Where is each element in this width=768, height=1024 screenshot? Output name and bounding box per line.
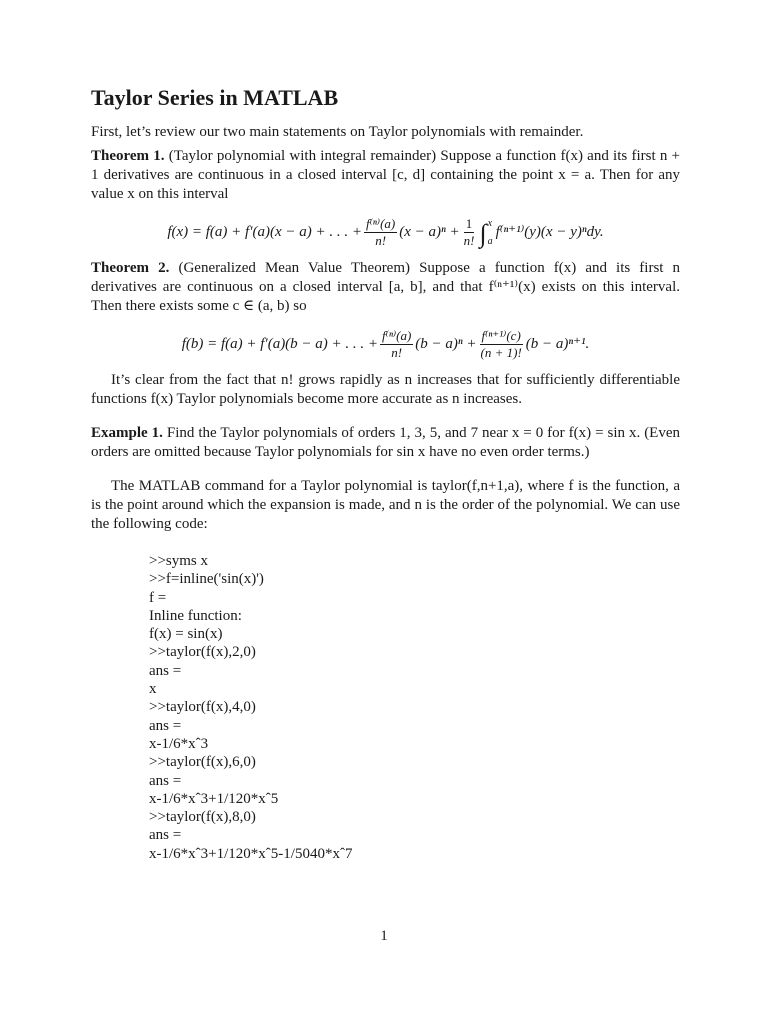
example-1-label: Example 1. [91,425,163,441]
theorem-2 [91,259,680,316]
equation-1-frac-den: n! [375,233,387,248]
remark-paragraph: It’s clear from the fact that n! grows rapidly as n increases that for sufficiently differentiable functions f(x) Taylor polynomials become more accurate as n increases. [91,372,680,407]
equation-1-lhs: f(x) = f(a) + f′(a)(x − a) + . . . + [167,224,362,240]
equation-1-integrand: f⁽ⁿ⁺¹⁾(y)(x − y)ⁿdy. [495,224,604,240]
integral-upper-limit: x [487,217,493,229]
equation-1-mid: (x − a)ⁿ + [399,224,460,240]
theorem-2-text: (Generalized Mean Value Theorem) Suppose a function f(x) and its first n derivatives are continuous on a closed interval [a, b], and that f⁽ⁿ⁺¹⁾(x) exists on this interval. Then there exists some c ∈ (a, b) so [91,260,681,314]
integral-sign-icon: ∫ [479,219,487,248]
theorem-1 [91,147,680,204]
code-line: Inline function: [149,607,242,624]
intro-paragraph: First, let’s review our two main statements on Taylor polynomials with remainder. [91,124,584,140]
equation-2 [91,328,680,361]
page-number: 1 [380,928,388,944]
code-line: ans = [149,662,182,679]
equation-2-lhs: f(b) = f(a) + f′(a)(b − a) + . . . + [181,336,379,352]
code-line: ans = [149,717,182,734]
example-1 [91,424,680,462]
equation-2-frac2-num: f⁽ⁿ⁺¹⁾(c) [481,328,521,343]
page-content [91,84,680,863]
example-1-text: Find the Taylor polynomials of orders 1, 3, 5, and 7 near x = 0 for f(x) = sin x. (Even orders are omitted because Taylor polynomials for sin x have no even order terms.) [91,425,681,460]
theorem-1-text: (Taylor polynomial with integral remainder) Suppose a function f(x) and its first n + 1 derivatives are continuous in a closed interval [c, d] containing the point x = a. Then for any value x on this interval [91,148,681,202]
equation-1-fraction-2 [462,216,477,249]
page-title: Taylor Series in MATLAB [91,85,339,110]
code-line: x-1/6*xˆ3+1/120*xˆ5 [149,790,279,807]
matlab-paragraph: The MATLAB command for a Taylor polynomial is taylor(f,n+1,a), where f is the function, a is the point around which the expansion is made, and n is the order of the polynomial. We can use the following code: [91,478,680,532]
theorem-1-label: Theorem 1. [91,148,165,164]
equation-2-tail: (b − a)ⁿ⁺¹. [525,336,590,352]
equation-2-fraction-2 [479,328,524,361]
code-line: f(x) = sin(x) [149,626,223,643]
equation-2-frac2-den: (n + 1)! [480,345,522,360]
code-line: x-1/6*xˆ3 [149,735,209,752]
code-line: >>f=inline('sin(x)') [149,571,264,588]
code-line: >>taylor(f(x),2,0) [149,644,256,661]
code-line: >>taylor(f(x),4,0) [149,699,256,716]
code-line: >>taylor(f(x),8,0) [149,809,256,826]
integral-limits [488,218,493,248]
code-line: ans = [149,772,182,789]
code-line: x [149,681,157,698]
code-line: x-1/6*xˆ3+1/120*xˆ5-1/5040*xˆ7 [149,845,353,862]
equation-1-frac2-den: n! [463,233,475,248]
equation-1-frac-num: f⁽ⁿ⁾(a) [366,216,396,231]
equation-2-fraction [380,328,413,361]
matlab-code-block [149,552,680,863]
equation-1 [91,216,680,249]
code-line: >>taylor(f(x),6,0) [149,754,256,771]
equation-2-frac-num: f⁽ⁿ⁾(a) [382,328,412,343]
equation-2-frac-den: n! [391,345,403,360]
code-line: >>syms x [149,553,209,569]
code-line: f = [149,589,167,606]
theorem-2-label: Theorem 2. [91,260,170,276]
code-line: ans = [149,827,182,844]
equation-2-mid: (b − a)ⁿ + [415,336,477,352]
integral-lower-limit: a [487,235,493,247]
equation-1-fraction [364,216,397,249]
equation-1-frac2-num: 1 [465,216,473,231]
